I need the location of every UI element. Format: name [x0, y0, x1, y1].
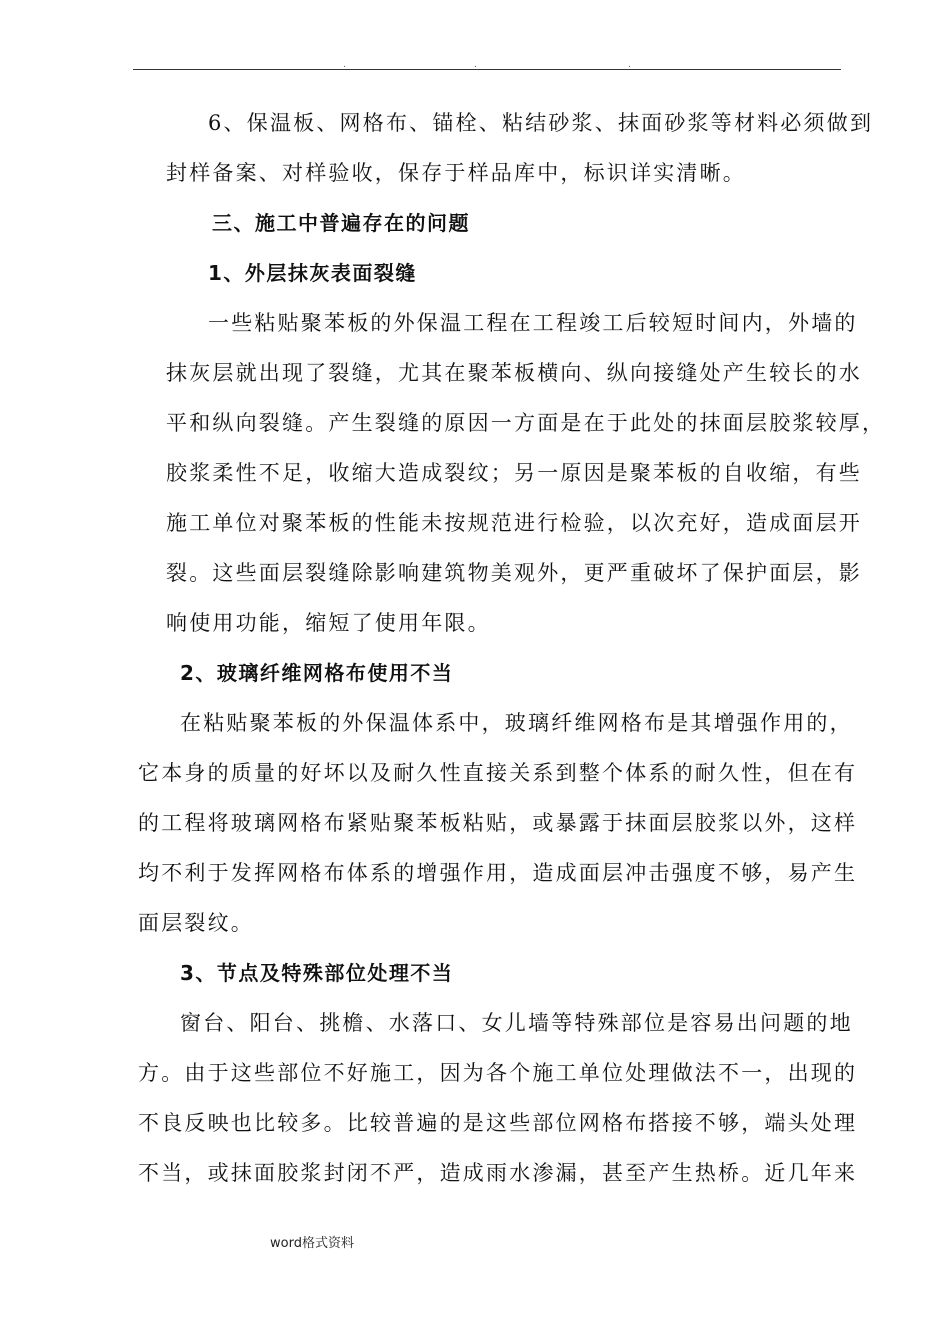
paragraph-line: 平和纵向裂缝。产生裂缝的原因一方面是在于此处的抹面层胶浆较厚，: [166, 411, 886, 435]
paragraph-line: 均不利于发挥网格布体系的增强作用，造成面层冲击强度不够，易产生: [138, 861, 858, 885]
paragraph-line: 它本身的质量的好坏以及耐久性直接关系到整个体系的耐久性，但在有: [138, 761, 858, 785]
paragraph-line: 窗台、阳台、挑檐、水落口、女儿墙等特殊部位是容易出问题的地: [180, 1011, 853, 1035]
section-heading: 三、施工中普遍存在的问题: [212, 211, 470, 235]
paragraph-line: 施工单位对聚苯板的性能未按规范进行检验，以次充好，造成面层开: [166, 511, 862, 535]
header-mark: .: [343, 60, 346, 70]
section-heading: 3、节点及特殊部位处理不当: [180, 961, 454, 985]
paragraph-line: 不当，或抹面胶浆封闭不严，造成雨水渗漏，甚至产生热桥。近几年来: [138, 1161, 858, 1185]
body-text: [138, 98, 886, 1198]
paragraph-line: 6、保温板、网格布、锚栓、粘结砂浆、抹面砂浆等材料必须做到: [208, 111, 874, 135]
section-heading: 2、玻璃纤维网格布使用不当: [180, 661, 454, 685]
paragraph-line: 抹灰层就出现了裂缝，尤其在聚苯板横向、纵向接缝处产生较长的水: [166, 361, 862, 385]
paragraph-line: 不良反映也比较多。比较普遍的是这些部位网格布搭接不够，端头处理: [138, 1111, 858, 1135]
header-rule: [133, 69, 841, 70]
paragraph-line: 的工程将玻璃网格布紧贴聚苯板粘贴，或暴露于抹面层胶浆以外，这样: [138, 811, 858, 835]
header-mark: .: [474, 60, 477, 70]
paragraph-line: 面层裂纹。: [138, 911, 254, 935]
section-heading: 1、外层抹灰表面裂缝: [208, 261, 417, 285]
paragraph-line: 在粘贴聚苯板的外保温体系中，玻璃纤维网格布是其增强作用的，: [180, 711, 853, 735]
paragraph-line: 胶浆柔性不足，收缩大造成裂纹；另一原因是聚苯板的自收缩，有些: [166, 461, 862, 485]
paragraph-line: 封样备案、对样验收，保存于样品库中，标识详实清晰。: [166, 161, 746, 185]
page-footer: word格式资料: [270, 1236, 354, 1251]
paragraph-line: 裂。这些面层裂缝除影响建筑物美观外，更严重破坏了保护面层，影: [166, 561, 862, 585]
paragraph-line: 方。由于这些部位不好施工，因为各个施工单位处理做法不一，出现的: [138, 1061, 858, 1085]
paragraph-line: 一些粘贴聚苯板的外保温工程在工程竣工后较短时间内，外墙的: [208, 311, 858, 335]
header-mark: .: [628, 60, 631, 70]
paragraph-line: 响使用功能，缩短了使用年限。: [166, 611, 491, 635]
